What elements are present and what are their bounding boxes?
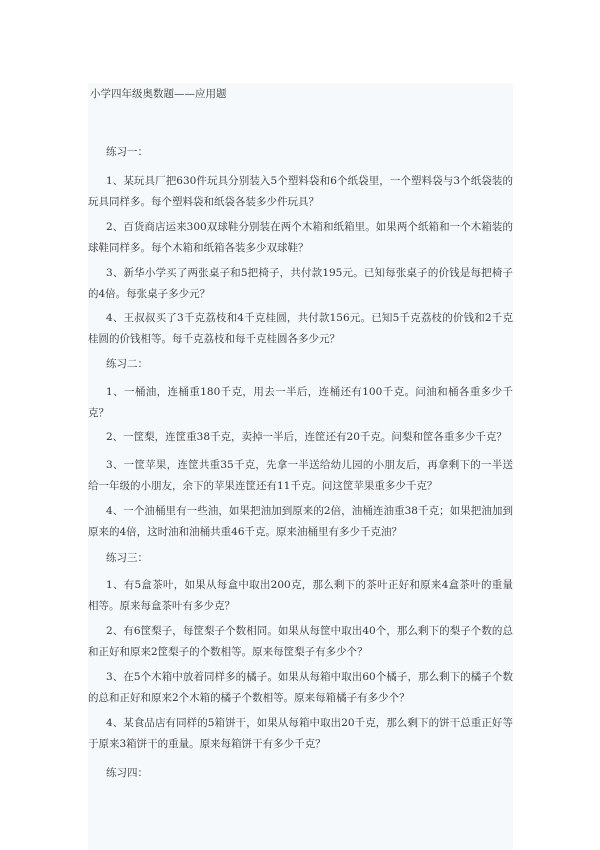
document-body <box>88 83 513 850</box>
section-heading-3: 练习三： <box>106 552 148 564</box>
problem-1-2: 2、百货商店运来300双球鞋分别装在两个木箱和纸箱里。如果两个纸箱和一个木箱装的球鞋同样多。每个木箱和纸箱各装多少双球鞋？ <box>88 221 513 254</box>
problem-2-3: 3、一筐苹果，连筐共重35千克，先拿一半送给幼儿园的小朋友后，再拿剩下的一半送给一年级的小朋友，余下的苹果连筐还有11千克。问这筐苹果重多少千克？ <box>88 459 513 492</box>
section-heading-4: 练习四： <box>106 767 148 779</box>
problem-3-1: 1、有5盒茶叶，如果从每盒中取出200克，那么剩下的茶叶正好和原来4盒茶叶的重量相等。原来每盒茶叶有多少克？ <box>88 579 513 612</box>
section-heading-1: 练习一： <box>106 146 148 158</box>
problem-3-2: 2、有6筐梨子，每筐梨子个数相同。如果从每筐中取出40个，那么剩下的梨子个数的总和正好和原来2筐梨子的个数相等。原来每筐梨子有多少个？ <box>88 625 513 658</box>
problem-2-1: 1、一桶油，连桶重180千克，用去一半后，连桶还有100千克。问油和桶各重多少千克？ <box>88 386 513 419</box>
page-title: 小学四年级奥数题——应用题 <box>90 88 227 100</box>
problem-3-4: 4、某食品店有同样的5箱饼干，如果从每箱中取出20千克，那么剩下的饼干总重正好等于原来3箱饼干的重量。原来每箱饼干有多少千克？ <box>88 717 513 750</box>
problem-1-3: 3、新华小学买了两张桌子和5把椅子，共付款195元。已知每张桌子的价钱是每把椅子的4倍。每张桌子多少元？ <box>88 267 513 300</box>
problem-1-1: 1、某玩具厂把630件玩具分别装入5个塑料袋和6个纸袋里，一个塑料袋与3个纸袋装的玩具同样多。每个塑料袋和纸袋各装多少件玩具？ <box>88 175 513 208</box>
section-heading-2: 练习二： <box>106 358 148 370</box>
problem-2-4: 4、一个油桶里有一些油，如果把油加到原来的2倍，油桶连油重38千克；如果把油加到原来的4倍，这时油和油桶共重46千克。原来油桶里有多少千克油？ <box>88 505 513 538</box>
problem-3-3: 3、在5个木箱中放着同样多的橘子。如果从每箱中取出60个橘子，那么剩下的橘子个数的总和正好和原来2个木箱的橘子个数相等。原来每箱橘子有多少个？ <box>88 671 513 704</box>
problem-2-2: 2、一筐梨，连筐重38千克，卖掉一半后，连筐还有20千克。问梨和筐各重多少千克？ <box>106 431 507 443</box>
problem-1-4: 4、王叔叔买了3千克荔枝和4千克桂圆，共付款156元。已知5千克荔枝的价钱和2千克桂圆的价钱相等。每千克荔枝和每千克桂圆各多少元？ <box>88 312 513 345</box>
